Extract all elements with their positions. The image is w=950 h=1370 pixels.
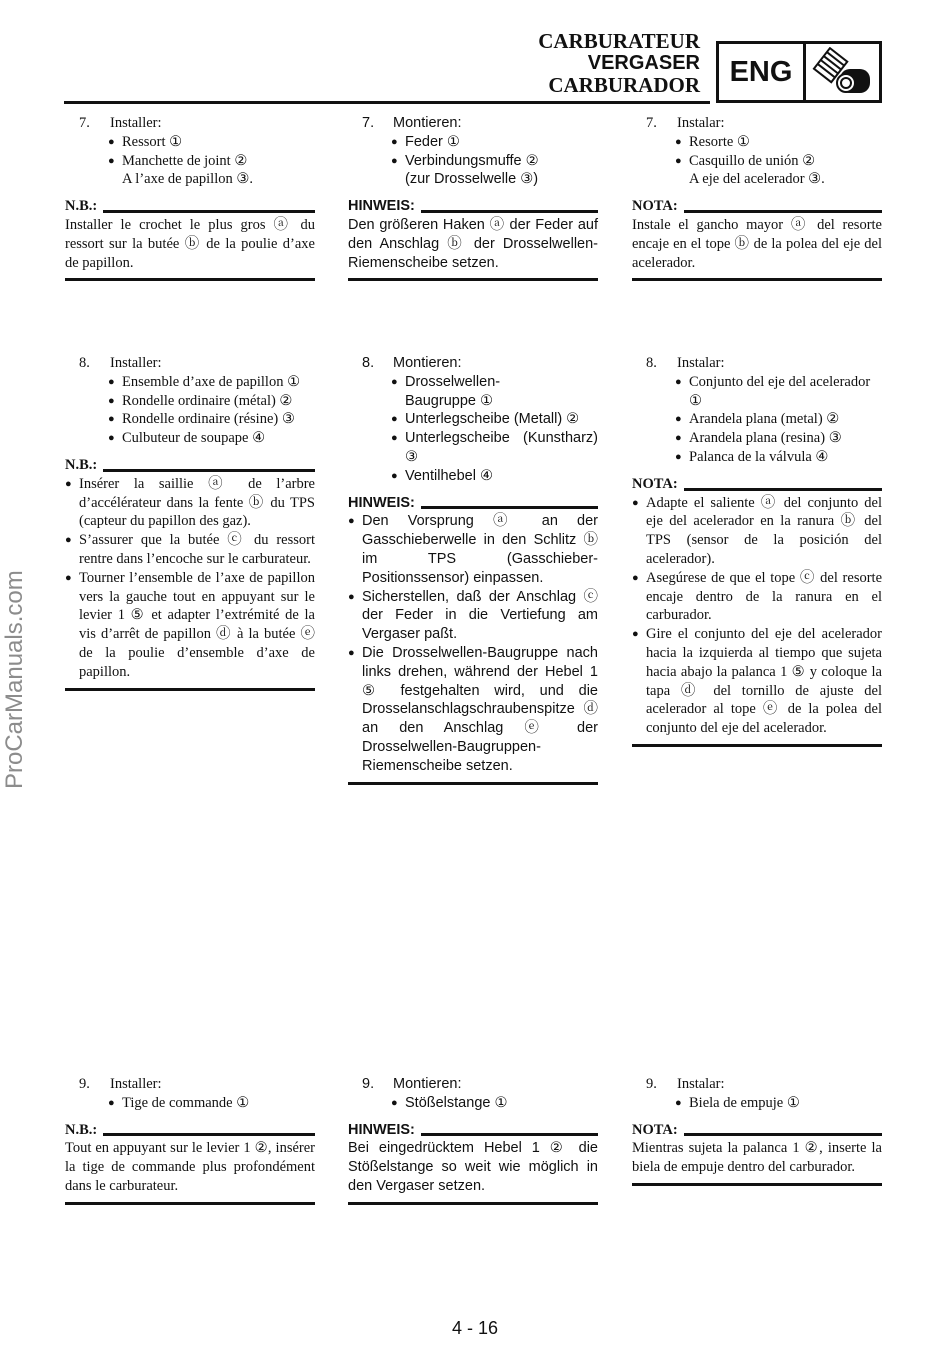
engine-icon — [806, 44, 879, 100]
bullet-icon: ● — [348, 515, 355, 528]
list-item: Culbuteur de soupape ④ — [122, 430, 266, 447]
list-item: Stößelstange ① — [405, 1094, 508, 1111]
note-item: Sicherstellen, daß der Anschlag ⓒ der Feder in die Vertiefung am Vergaser paßt. — [362, 588, 598, 643]
bullet-icon: ● — [391, 413, 398, 426]
title-german: VERGASER — [587, 52, 700, 74]
bullet-icon: ● — [675, 450, 682, 463]
step-number: 9. — [362, 1076, 375, 1092]
note-item: S’assurer que la butée ⓒ du ressort rentre dans l’encoche sur le carburateur. — [79, 532, 315, 567]
list-item: Casquillo de unión ② — [689, 152, 816, 169]
step9-german — [348, 1075, 598, 1205]
step-number: 7. — [79, 115, 90, 131]
step-number: 7. — [646, 115, 657, 131]
bullet-icon: ● — [391, 432, 398, 445]
list-item: Manchette de joint ② — [122, 152, 248, 169]
note-rule — [103, 210, 315, 213]
note-heading: HINWEIS: — [348, 1121, 415, 1138]
note-end-rule — [65, 688, 315, 691]
bullet-icon: ● — [391, 154, 398, 167]
note-heading: HINWEIS: — [348, 198, 415, 215]
bullet-icon: ● — [675, 432, 682, 445]
note-end-rule — [632, 744, 882, 747]
bullet-icon: ● — [108, 432, 115, 445]
list-item: Arandela plana (resina) ③ — [689, 430, 842, 447]
bullet-icon: ● — [675, 1096, 682, 1109]
bullet-icon: ● — [675, 413, 682, 426]
step-number: 7. — [362, 115, 375, 131]
bullet-icon: ● — [108, 413, 115, 426]
bullet-icon: ● — [108, 394, 115, 407]
note-heading: N.B.: — [65, 456, 98, 473]
list-item: Unterlegscheibe (Metall) ② — [405, 411, 580, 428]
note-text: Installer le crochet le plus gros ⓐ du ressort sur la butée ⓑ de la poulie d’axe de papillon. — [65, 216, 315, 271]
list-subline: A l’axe de papillon ③. — [122, 171, 253, 188]
note-rule — [421, 1133, 598, 1136]
step-number: 8. — [79, 355, 90, 371]
list-item: Tige de commande ① — [122, 1094, 250, 1111]
step-verb: Installer: — [110, 355, 162, 371]
list-item: Conjunto del eje del acelerador ① — [689, 373, 871, 409]
note-text: Instale el gancho mayor ⓐ del resorte encaje en el tope ⓑ de la polea del eje del acelerador. — [632, 216, 882, 271]
note-heading: N.B.: — [65, 198, 98, 215]
list-item: Unterlegscheibe (Kunstharz) ③ — [405, 430, 598, 465]
note-item: Tourner l’ensemble de l’axe de papillon vers la gauche tout en appuyant sur le levier 1 ⑤ et adapter l’extrémité de la vis d’arrêt de papillon ⓓ à la butée ⓔ de la poulie d’ensemble d’axe de papillon. — [79, 569, 315, 680]
note-item: Gire el conjunto del eje del acelerador hacia la izquierda al tiempo que sujeta hacia abajo la palanca 1 ⑤ y coloque la tapa ⓓ del tornillo de ajuste del acelerador al tope ⓔ de la polea del conjunto del eje del acelerador. — [646, 626, 882, 737]
note-end-rule — [348, 1202, 598, 1205]
note-end-rule — [632, 278, 882, 281]
page-number: 4 - 16 — [451, 1318, 499, 1338]
step-number: 8. — [362, 355, 375, 371]
list-item: Biela de empuje ① — [689, 1094, 800, 1111]
note-text: Mientras sujeta la palanca 1 ②, inserte la biela de empuje dentro del carburador. — [632, 1140, 882, 1176]
list-item: Ensemble d’axe de papillon ① — [122, 373, 301, 390]
note-rule — [684, 488, 882, 491]
bullet-icon: ● — [391, 469, 398, 482]
bullet-icon: ● — [391, 135, 398, 148]
step8-french — [65, 354, 315, 691]
list-item: Arandela plana (metal) ② — [689, 411, 840, 428]
note-text: Den größeren Haken ⓐ der Feder auf den Anschlag ⓑ der Drosselwellen-Riemenscheibe setzen. — [348, 216, 598, 271]
list-item: Rondelle ordinaire (métal) ② — [122, 392, 293, 409]
title-spanish: CARBURADOR — [548, 73, 700, 97]
note-end-rule — [65, 1202, 315, 1205]
step-verb: Installer: — [110, 1076, 162, 1092]
note-item: Asegúrese de que el tope ⓒ del resorte encaje dentro de la ranura en el carburador. — [646, 569, 882, 624]
step9-spanish — [632, 1075, 882, 1186]
list-item: Ventilhebel ④ — [405, 467, 493, 484]
bullet-icon: ● — [108, 375, 115, 388]
note-item: Die Drosselwellen-Baugruppe nach links drehen, während der Hebel 1 ⑤ festgehalten wird, und die Drosselanschlagschraubenspitze ⓓ an den Anschlag ⓔ der Drosselwellen-Baugruppen-Riemenscheibe setzen. — [362, 644, 598, 774]
note-end-rule — [632, 1183, 882, 1186]
step9-french — [65, 1075, 315, 1205]
bullet-icon: ● — [108, 135, 115, 148]
list-item: Verbindungsmuffe ② — [405, 152, 539, 169]
note-rule — [103, 469, 315, 472]
step8-spanish — [632, 354, 882, 747]
list-item: Drosselwellen-Baugruppe ① — [405, 373, 501, 409]
list-subline: A eje del acelerador ③. — [689, 171, 825, 188]
bullet-icon: ● — [348, 590, 355, 603]
note-text: Tout en appuyant sur le levier 1 ②, insérer la tige de commande plus profondément dans le carburateur. — [65, 1140, 315, 1194]
step-verb: Montieren: — [393, 1076, 462, 1092]
note-heading: N.B.: — [65, 1121, 98, 1138]
side-watermark: ProCarManuals.com — [1, 570, 28, 789]
bullet-icon: ● — [108, 1096, 115, 1109]
list-item: Resorte ① — [689, 133, 750, 150]
note-heading: NOTA: — [632, 475, 678, 492]
section-badge — [716, 41, 882, 103]
bullet-icon: ● — [675, 135, 682, 148]
step7-german — [348, 114, 598, 281]
header-rule — [64, 101, 710, 104]
note-item: Den Vorsprung ⓐ an der Gasschieberwelle in den Schlitz ⓑ im TPS (Gasschieber-Positionssensor) einpassen. — [362, 513, 598, 586]
step-number: 9. — [79, 1076, 90, 1092]
step-verb: Instalar: — [677, 115, 725, 131]
note-item: Adapte el saliente ⓐ del conjunto del eje del acelerador en la ranura ⓑ del TPS (sensor de la posición del acelerador). — [646, 494, 882, 567]
bullet-icon: ● — [632, 628, 639, 641]
note-item: Insérer la saillie ⓐ de l’arbre d’accélérateur dans la fente ⓑ du TPS (capteur du papillon des gaz). — [79, 475, 315, 530]
list-item: Ressort ① — [122, 133, 183, 150]
note-rule — [421, 506, 598, 509]
bullet-icon: ● — [675, 375, 682, 388]
list-item: Palanca de la válvula ④ — [689, 448, 829, 465]
step8-german — [348, 354, 598, 785]
note-heading: NOTA: — [632, 1121, 678, 1138]
list-item: Rondelle ordinaire (résine) ③ — [122, 411, 295, 428]
step-verb: Installer: — [110, 115, 162, 131]
step7-spanish — [632, 114, 882, 281]
step-number: 8. — [646, 355, 657, 371]
bullet-icon: ● — [391, 1096, 398, 1109]
note-end-rule — [348, 278, 598, 281]
section-badge-label: ENG — [719, 44, 806, 100]
note-rule — [684, 210, 882, 213]
note-rule — [103, 1133, 315, 1136]
step-verb: Instalar: — [677, 355, 725, 371]
note-heading: NOTA: — [632, 198, 678, 215]
step7-french — [65, 114, 315, 281]
note-rule — [684, 1133, 882, 1136]
note-end-rule — [348, 782, 598, 785]
note-end-rule — [65, 278, 315, 281]
bullet-icon: ● — [632, 496, 639, 509]
bullet-icon: ● — [675, 154, 682, 167]
bullet-icon: ● — [65, 571, 72, 584]
bullet-icon: ● — [65, 477, 72, 490]
title-french: CARBURATEUR — [538, 29, 700, 53]
step-verb: Montieren: — [393, 355, 462, 371]
list-item: Feder ① — [405, 133, 460, 150]
bullet-icon: ● — [348, 646, 355, 659]
list-subline: (zur Drosselwelle ③) — [405, 171, 539, 188]
step-verb: Instalar: — [677, 1076, 725, 1092]
step-number: 9. — [646, 1076, 657, 1092]
bullet-icon: ● — [65, 534, 72, 547]
bullet-icon: ● — [391, 375, 398, 388]
step-verb: Montieren: — [393, 115, 462, 131]
note-heading: HINWEIS: — [348, 494, 415, 511]
section-title-block — [538, 30, 700, 96]
note-text: Bei eingedrücktem Hebel 1 ② die Stößelstange so weit wie möglich in den Vergaser setzen. — [348, 1140, 598, 1194]
bullet-icon: ● — [632, 571, 639, 584]
bullet-icon: ● — [108, 154, 115, 167]
note-rule — [421, 210, 598, 213]
